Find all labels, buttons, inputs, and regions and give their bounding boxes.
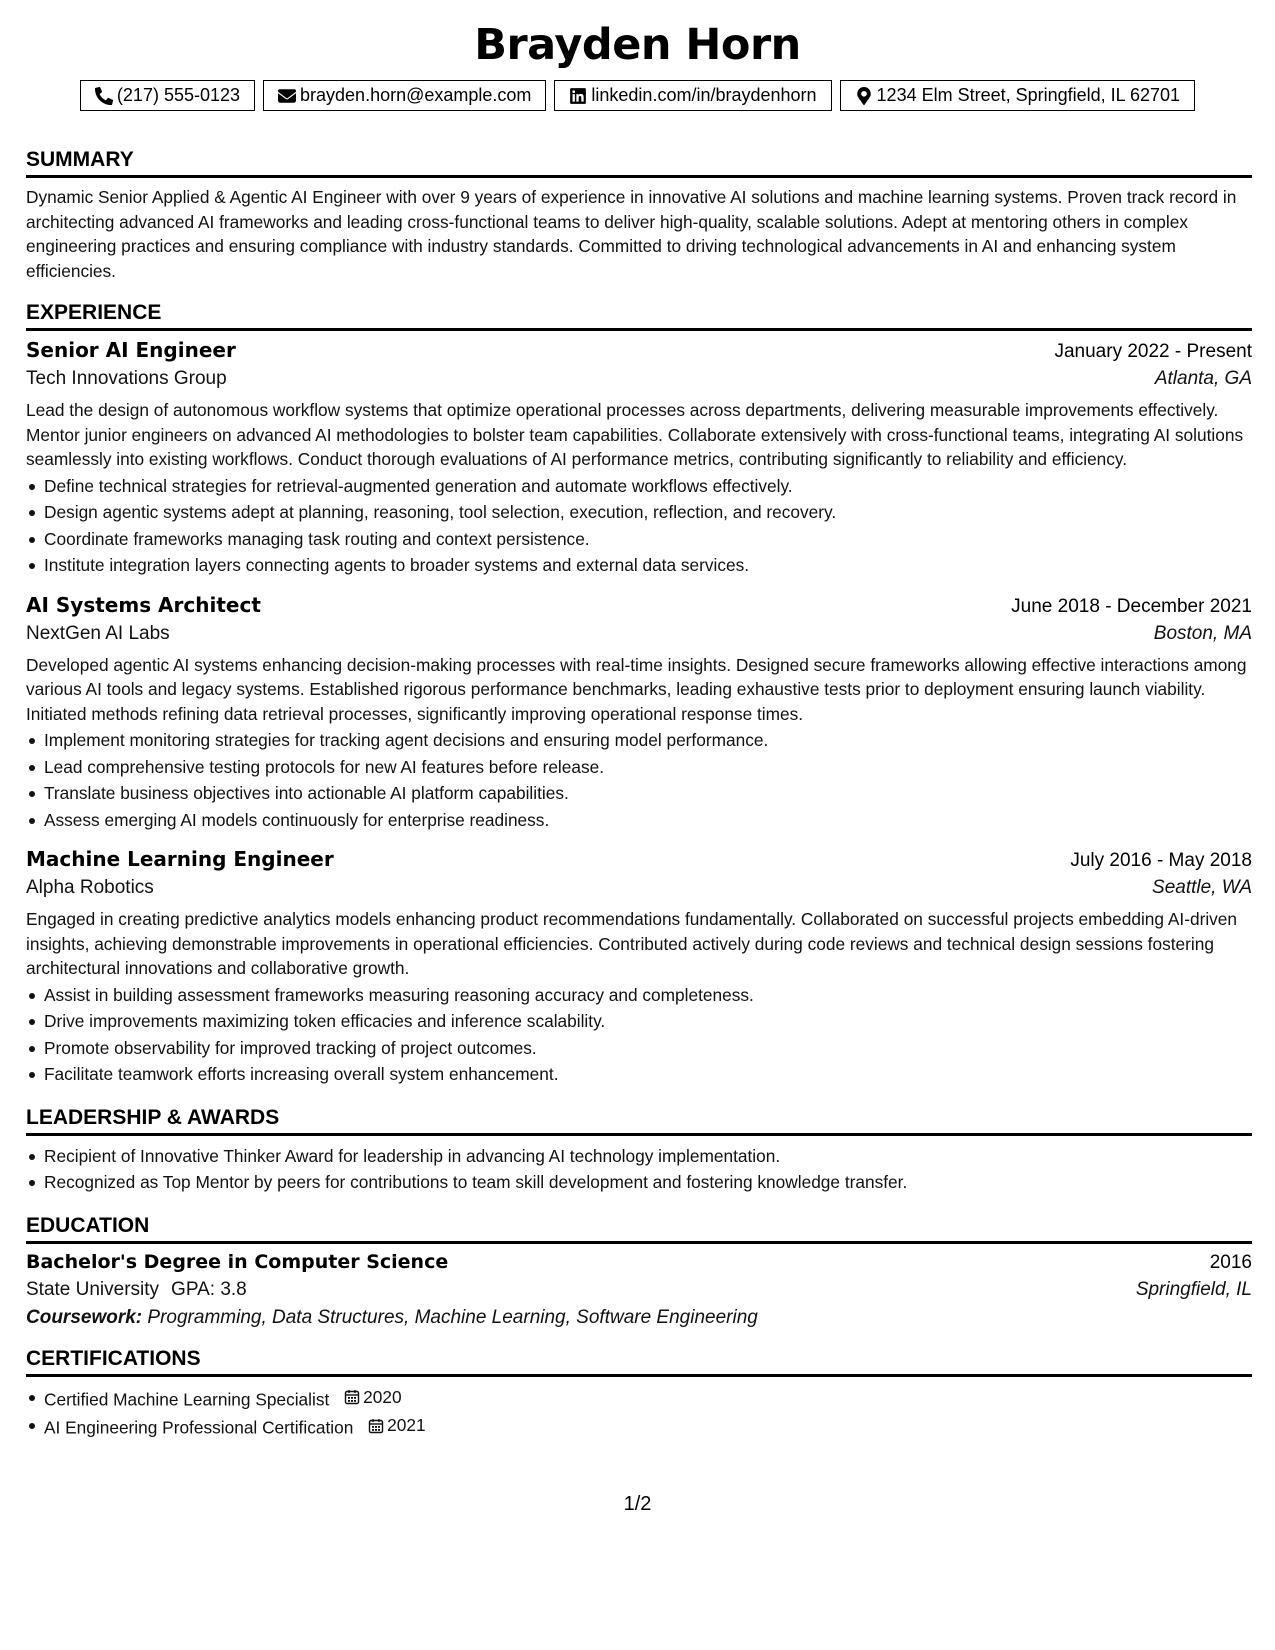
resume-body: [26, 148, 1252, 1441]
job-title: Senior AI Engineer: [26, 338, 236, 362]
section-title-education: EDUCATION: [26, 1214, 1252, 1244]
address-text: 1234 Elm Street, Springfield, IL 62701: [876, 85, 1181, 105]
school-name: State University: [26, 1278, 160, 1300]
list-item: Promote observability for improved tracking of project outcomes.: [26, 1035, 1252, 1062]
list-item: Assess emerging AI models continuously for enterprise readiness.: [26, 807, 1252, 834]
gpa: GPA: 3.8: [171, 1278, 247, 1300]
job-location: Seattle, WA: [1152, 877, 1252, 898]
school-location: Springfield, IL: [1135, 1278, 1252, 1300]
email-text: brayden.horn@example.com: [300, 85, 532, 105]
cert-year: 2021: [387, 1415, 426, 1436]
job-title: Machine Learning Engineer: [26, 847, 334, 871]
resume-name: Brayden Horn: [474, 20, 801, 70]
linkedin-icon: [569, 87, 587, 105]
cert-name: AI Engineering Professional Certification: [44, 1417, 354, 1438]
contact-address[interactable]: [840, 80, 1196, 111]
section-title-experience: EXPERIENCE: [26, 301, 1252, 331]
leadership-list: [26, 1143, 1252, 1196]
section-title-summary: SUMMARY: [26, 148, 1252, 178]
list-item: Recipient of Innovative Thinker Award for leadership in advancing AI technology implementation.: [26, 1143, 1252, 1170]
linkedin-text: linkedin.com/in/braydenhorn: [591, 85, 817, 105]
job-bullets: [26, 473, 1252, 579]
cert-year: 2020: [363, 1386, 402, 1407]
job-title: AI Systems Architect: [26, 592, 261, 617]
job-dates: January 2022 - Present: [1054, 341, 1252, 362]
list-item: [26, 1384, 1252, 1413]
job-description: Lead the design of autonomous workflow systems that optimize operational processes across departments, delivering measurable improvements effectively. Mentor junior engineers on advanced AI methodologies to bolster team capabilities. Collaborate extensively with cross-functional teams, integrating AI solutions seamlessly into existing workflows. Conduct thorough evaluations of AI performance metrics, contributing significantly to reliability and efficiency.: [26, 400, 1244, 469]
coursework-text: Programming, Data Structures, Machine Learning, Software Engineering: [147, 1306, 758, 1328]
contact-email[interactable]: [263, 80, 546, 111]
summary-text: Dynamic Senior Applied & Agentic AI Engineer with over 9 years of experience in innovative AI solutions and machine learning systems. Proven track record in architecting advanced AI frameworks and leading cross-functional teams to deliver high-quality, scalable solutions. Adept at mentoring others in complex engineering practices and ensuring compliance with industry standards. Committed to driving technological advancements in AI and enhancing system efficiencies.: [26, 187, 1237, 281]
job-entry: [26, 338, 1252, 579]
list-item: Lead comprehensive testing protocols for new AI features before release.: [26, 754, 1252, 781]
degree-title: Bachelor's Degree in Computer Science: [26, 1250, 449, 1273]
list-item: Facilitate teamwork efforts increasing overall system enhancement.: [26, 1061, 1252, 1088]
job-bullets: [26, 982, 1252, 1088]
job-location: Atlanta, GA: [1154, 368, 1252, 389]
list-item: [26, 1412, 1252, 1441]
job-bullets: [26, 727, 1252, 833]
cert-date: [368, 1412, 425, 1439]
job-company: NextGen AI Labs: [26, 622, 170, 644]
job-description: Developed agentic AI systems enhancing decision-making processes with real-time insights. Designed secure frameworks allowing effective interactions among various AI tools and legacy systems. Established rigorous performance benchmarks, leading exhaustive tests prior to deployment ensuring launch viability. Initiated methods refining data retrieval processes, significantly improving operational response times.: [26, 654, 1247, 724]
list-item: Coordinate frameworks managing task routing and context persistence.: [26, 526, 1252, 553]
list-item: Translate business objectives into actionable AI platform capabilities.: [26, 780, 1252, 807]
job-entry: [26, 847, 1252, 1088]
cert-date: [344, 1384, 401, 1411]
section-title-certifications: CERTIFICATIONS: [26, 1347, 1252, 1377]
calendar-icon: [344, 1389, 360, 1405]
job-location: Boston, MA: [1153, 622, 1252, 644]
envelope-icon: [278, 87, 296, 105]
page-number: 1/2: [623, 1493, 652, 1515]
list-item: Define technical strategies for retrieval-augmented generation and automate workflows effectively.: [26, 473, 1252, 500]
calendar-icon: [368, 1418, 384, 1434]
job-entry: [26, 593, 1252, 834]
job-company: Alpha Robotics: [26, 877, 154, 898]
phone-text: (217) 555-0123: [116, 85, 241, 105]
phone-icon: [95, 87, 113, 105]
cert-name: Certified Machine Learning Specialist: [44, 1388, 330, 1409]
list-item: Drive improvements maximizing token efficacies and inference scalability.: [26, 1008, 1252, 1035]
job-description: Engaged in creating predictive analytics models enhancing product recommendations fundamentally. Collaborated on successful projects embedding AI-driven insights, achieving demonstrable improvements in operational efficiencies. Contributed actively during code reviews and technical design sessions fostering architectural innovations and collaborative growth.: [26, 909, 1238, 978]
list-item: Implement monitoring strategies for tracking agent decisions and ensuring model performance.: [26, 727, 1252, 754]
list-item: Assist in building assessment frameworks measuring reasoning accuracy and completeness.: [26, 982, 1252, 1009]
coursework: [26, 1307, 1252, 1329]
job-company: Tech Innovations Group: [26, 368, 227, 389]
coursework-label: Coursework:: [26, 1306, 143, 1328]
certifications-list: [26, 1384, 1252, 1442]
map-pin-icon: [855, 87, 873, 105]
contact-linkedin[interactable]: [554, 80, 831, 111]
school-line: [26, 1279, 247, 1301]
job-dates: July 2016 - May 2018: [1070, 850, 1252, 871]
contact-bar: [0, 80, 1275, 111]
list-item: Institute integration layers connecting agents to broader systems and external data services.: [26, 552, 1252, 579]
degree-year: 2016: [1209, 1251, 1252, 1273]
list-item: Design agentic systems adept at planning, reasoning, tool selection, execution, reflection, and recovery.: [26, 499, 1252, 526]
section-title-leadership: LEADERSHIP & AWARDS: [26, 1106, 1252, 1136]
contact-phone[interactable]: [80, 80, 255, 111]
list-item: Recognized as Top Mentor by peers for contributions to team skill development and fostering knowledge transfer.: [26, 1169, 1252, 1196]
job-dates: June 2018 - December 2021: [1011, 595, 1252, 617]
